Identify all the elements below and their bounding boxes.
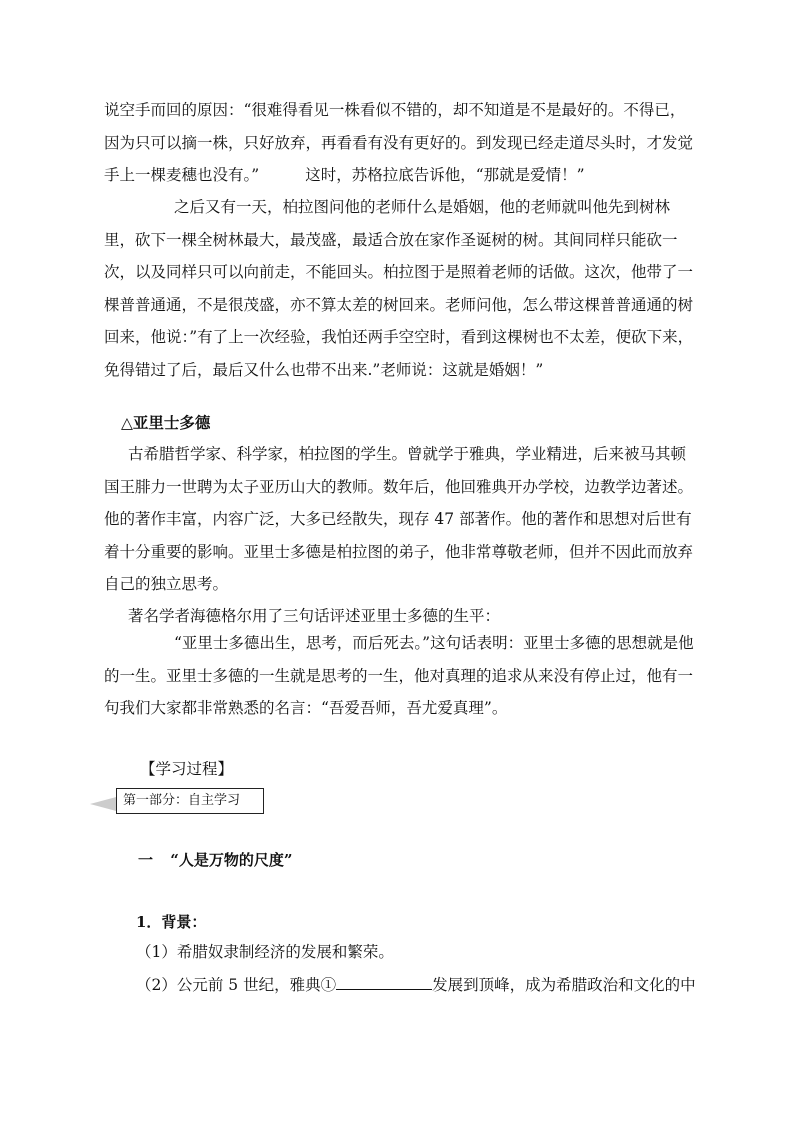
paragraph-wheat-story — [104, 94, 696, 192]
heidegger-quote — [104, 627, 696, 725]
aristotle-bio — [104, 438, 696, 601]
aristotle-heading: △亚里士多德 — [121, 413, 211, 432]
paragraph-marriage-text: 之后又有一天，柏拉图问他的老师什么是婚姻，他的老师就叫他先到树林里，砍下一棵全树林最大，最茂盛，最适合放在家作圣诞树的树。其间同样只能砍一次，以及同样只可以向前走，不能回头。柏拉图于是照着老师的话做。这次，他带了一棵普普通通，不是很茂盛，亦不算太差的树回来。老师问他，怎么带这棵普普通通的树回来，他说：”有了上一次经验，我怕还两手空空时，看到这棵树也不太差，便砍下来，免得错过了后，最后又什么也带不出来.”老师说：这就是婚姻！” — [104, 198, 694, 379]
section-heading-measure: 一 “人是万物的尺度” — [138, 851, 293, 869]
paragraph-marriage-story — [104, 191, 696, 386]
heidegger-quote-text: “亚里士多德出生，思考，而后死去。”这句话表明：亚里士多德的思想就是他的一生。亚里士多德的一生就是思考的一生，他对真理的追求从来没有停止过，他有一句我们大家都非常熟悉的名言：“吾爱吾师，吾尤爱真理”。 — [104, 634, 694, 717]
background-item-1: （1）希腊奴隶制经济的发展和繁荣。 — [136, 943, 394, 961]
paragraph-love-answer: 这时，苏格拉底告诉他，“那就是爱情！” — [305, 166, 585, 184]
background-item-2-end: 发展到顶峰，成为希腊政治和文化的中 — [432, 976, 696, 994]
background-heading: 1．背景： — [136, 913, 207, 931]
part-one-tag: 第一部分：自主学习 — [116, 788, 264, 814]
paragraph-wheat-text: 说空手而回的原因：“很难得看见一株看似不错的，却不知道是不是最好的。不得已，因为只可以摘一株，只好放弃，再看看有没有更好的。到发现已经走道尽头时，才发觉手上一棵麦穗也没有。” — [104, 101, 694, 184]
aristotle-bio-text: 古希腊哲学家、科学家，柏拉图的学生。曾就学于雅典，学业精进，后来被马其顿国王腓力一世聘为太子亚历山大的教师。数年后，他回雅典开办学校，边教学边著述。他的著作丰富，内容广泛，大多已经散失，现存 47 部著作。他的著作和思想对后世有着十分重要的影响。亚里士多德是柏拉图的弟子，他非常尊敬老师，但并不因此而放弃自己的独立思考。 — [104, 445, 694, 593]
background-item-2 — [136, 973, 696, 995]
background-item-2-start: （2）公元前 5 世纪，雅典① — [136, 976, 337, 994]
heidegger-intro-text: 著名学者海德格尔用了三句话评述亚里士多德的生平： — [128, 607, 501, 625]
study-process-heading: 【学习过程】 — [140, 760, 234, 778]
fill-in-blank[interactable] — [336, 975, 432, 990]
